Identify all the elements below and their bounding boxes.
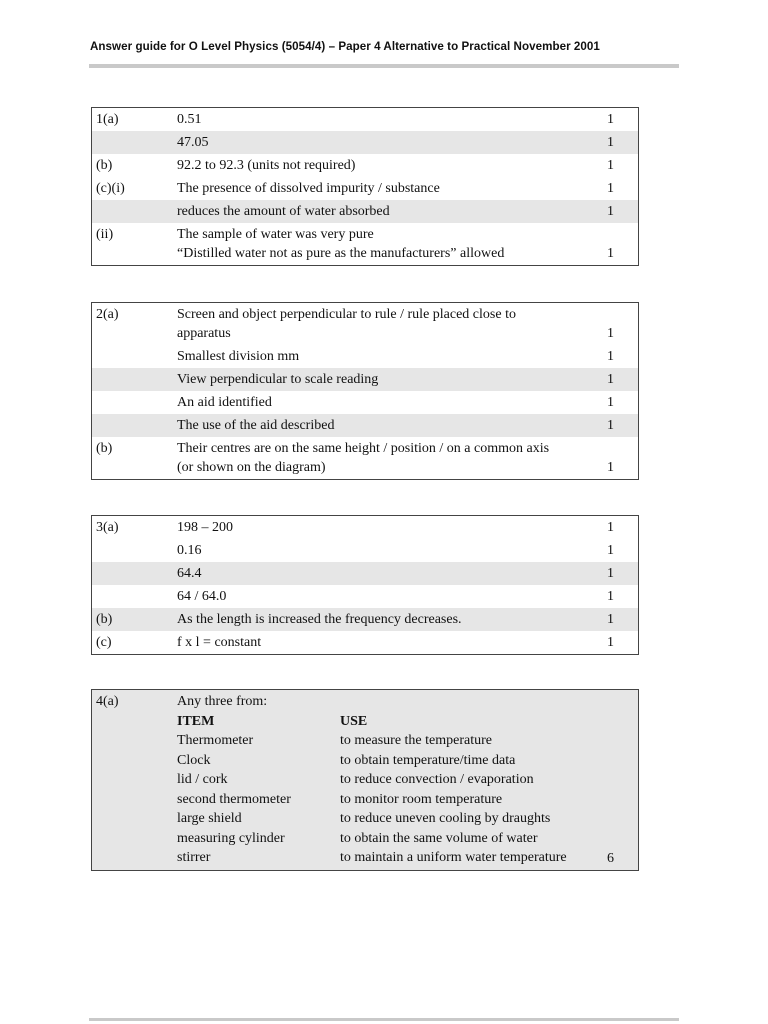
q4-part-label: 4(a) [96, 694, 119, 709]
table-row [92, 108, 638, 131]
q4-col-item-header: ITEM [177, 713, 215, 729]
mark-value: 1 [607, 158, 614, 173]
mark-value: 1 [607, 349, 614, 364]
answer-line: Smallest division mm [177, 349, 300, 364]
q4-mark: 6 [607, 850, 614, 866]
q4-intro-line [177, 692, 638, 712]
q4-item: large shield [177, 811, 242, 826]
q4-item-row [177, 790, 638, 810]
answer-text [177, 202, 598, 221]
mark-value: 1 [607, 460, 614, 475]
question-3-table [91, 515, 639, 655]
answer-text [177, 225, 598, 263]
q4-item-row [177, 809, 638, 829]
q4-item: Thermometer [177, 733, 254, 748]
q4-item: measuring cylinder [177, 830, 285, 846]
mark-value: 1 [607, 635, 614, 650]
answer-line: 0.16 [177, 543, 202, 558]
answer-text [177, 587, 598, 606]
q4-header-line [177, 712, 638, 732]
question-4-table [91, 689, 639, 871]
mark-value: 1 [607, 566, 614, 581]
answer-line: (or shown on the diagram) [177, 460, 326, 475]
answer-line: An aid identified [177, 395, 272, 410]
question-2-table [91, 302, 639, 480]
mark-value: 1 [607, 326, 614, 341]
q4-col-use-header: USE [340, 713, 368, 729]
answer-text [177, 110, 598, 129]
q4-grid [177, 692, 638, 868]
mark-value: 1 [607, 112, 614, 127]
table-row [92, 414, 638, 437]
mark-value: 1 [607, 246, 614, 261]
mark-value: 1 [607, 520, 614, 535]
q4-items [177, 731, 638, 868]
q4-item: lid / cork [177, 772, 228, 787]
table-row [92, 303, 638, 345]
q4-item: Clock [177, 752, 211, 768]
answer-text [177, 564, 598, 583]
answer-line: The sample of water was very pure [177, 227, 374, 242]
answer-line: Screen and object perpendicular to rule / rule placed close to [177, 307, 516, 322]
answer-text [177, 370, 598, 389]
answer-text [177, 439, 598, 477]
part-label: (ii) [96, 227, 114, 242]
table-row [92, 585, 638, 608]
answer-line: View perpendicular to scale reading [177, 372, 379, 387]
q4-item-row [177, 829, 638, 849]
q4-use: to measure the temperature [340, 733, 492, 748]
answer-line: 64.4 [177, 566, 202, 581]
table-row [92, 200, 638, 223]
answer-line: reduces the amount of water absorbed [177, 204, 390, 219]
answer-text [177, 133, 598, 152]
footer-rule [89, 1018, 679, 1021]
q4-use: to maintain a uniform water temperature [340, 850, 567, 865]
answer-line: Their centres are on the same height / position / on a common axis [177, 441, 550, 456]
mark-value: 1 [607, 543, 614, 558]
mark-value: 1 [607, 181, 614, 196]
table-row [92, 177, 638, 200]
part-label: (b) [96, 612, 113, 627]
question-1-table [91, 107, 639, 266]
mark-value: 1 [607, 612, 614, 627]
header-rule [89, 64, 679, 68]
q4-item-row [177, 848, 638, 868]
q4-item-row [177, 770, 638, 790]
q4-item-row [177, 731, 638, 751]
answer-line: 198 – 200 [177, 520, 233, 535]
part-label: 1(a) [96, 112, 119, 127]
answer-line: 47.05 [177, 135, 209, 150]
table-row [92, 608, 638, 631]
answer-text [177, 156, 598, 175]
table-row [92, 131, 638, 154]
table-row [92, 437, 638, 479]
table-row [92, 562, 638, 585]
answer-line: 92.2 to 92.3 (units not required) [177, 158, 356, 173]
answer-text [177, 518, 598, 537]
q4-item: second thermometer [177, 791, 291, 807]
part-label: (b) [96, 441, 113, 456]
mark-value: 1 [607, 135, 614, 150]
answer-line: “Distilled water not as pure as the manufacturers” allowed [177, 246, 505, 261]
q4-use: to obtain the same volume of water [340, 830, 538, 846]
q4-use: to obtain temperature/time data [340, 752, 516, 768]
q4-intro: Any three from: [177, 694, 268, 709]
answer-line: f x l = constant [177, 635, 262, 650]
answer-line: The use of the aid described [177, 418, 335, 433]
answer-text [177, 347, 598, 366]
part-label: (b) [96, 158, 113, 173]
q4-row [92, 690, 638, 870]
table-row [92, 154, 638, 177]
answer-text [177, 633, 598, 652]
answer-text [177, 179, 598, 198]
table-row [92, 631, 638, 654]
answer-line: As the length is increased the frequency decreases. [177, 612, 462, 627]
answer-line: apparatus [177, 326, 231, 341]
page-header: Answer guide for O Level Physics (5054/4) – Paper 4 Alternative to Practical November 2001 [90, 40, 600, 53]
table-row [92, 223, 638, 265]
part-label: (c) [96, 635, 112, 650]
answer-line: 0.51 [177, 112, 202, 127]
q4-item-row [177, 751, 638, 771]
mark-value: 1 [607, 589, 614, 604]
answer-text [177, 416, 598, 435]
q4-item: stirrer [177, 850, 211, 865]
mark-value: 1 [607, 395, 614, 410]
answer-text [177, 305, 598, 343]
part-label: 3(a) [96, 520, 119, 535]
table-row [92, 368, 638, 391]
mark-value: 1 [607, 418, 614, 433]
q4-use: to reduce uneven cooling by draughts [340, 811, 551, 826]
answer-text [177, 610, 598, 629]
part-label: (c)(i) [96, 181, 125, 196]
table-row [92, 345, 638, 368]
mark-value: 1 [607, 204, 614, 219]
mark-value: 1 [607, 372, 614, 387]
answer-text [177, 541, 598, 560]
table-row [92, 516, 638, 539]
part-label: 2(a) [96, 307, 119, 322]
answer-line: 64 / 64.0 [177, 589, 227, 604]
table-row [92, 539, 638, 562]
table-row [92, 391, 638, 414]
q4-use: to monitor room temperature [340, 791, 503, 807]
q4-use: to reduce convection / evaporation [340, 772, 534, 787]
answer-line: The presence of dissolved impurity / substance [177, 181, 440, 196]
answer-text [177, 393, 598, 412]
